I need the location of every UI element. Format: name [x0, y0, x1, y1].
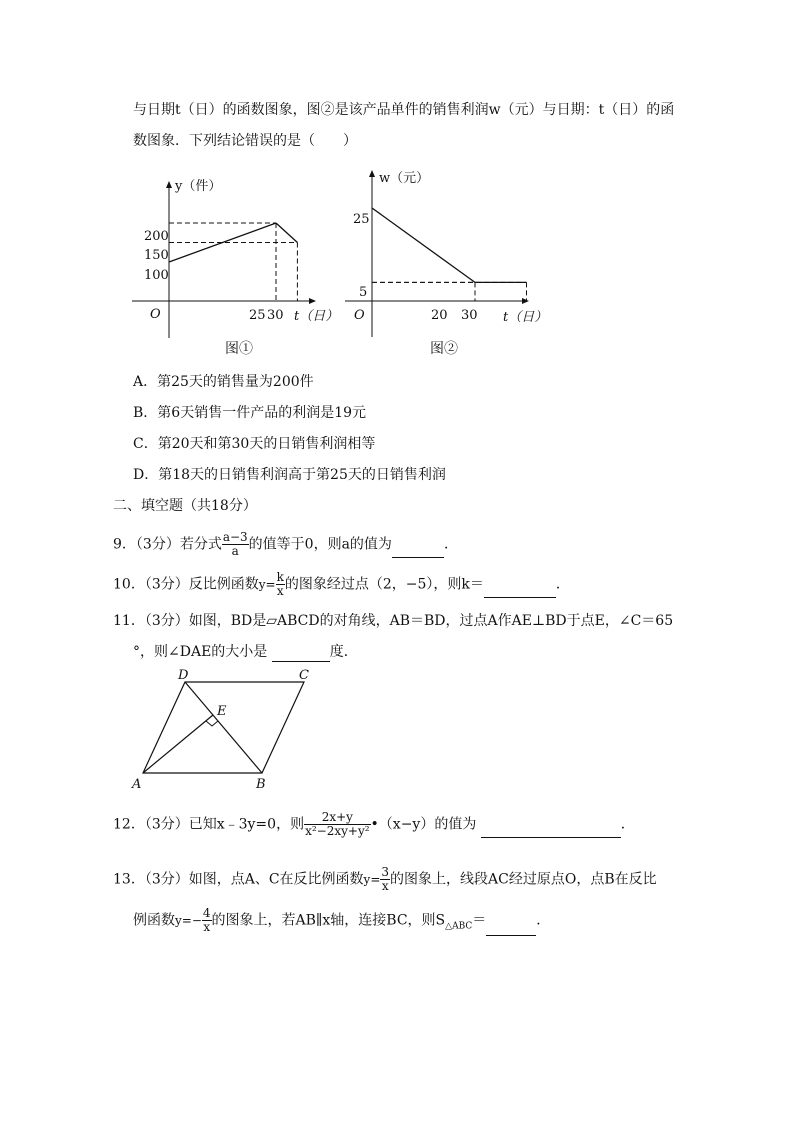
option-c: C．第20天和第30天的日销售利润相等 [133, 436, 376, 452]
fig1-origin: O [150, 307, 161, 322]
q13-mid: 的图象上，线段AC经过原点O，点B在反比 [390, 871, 657, 888]
fig1-ytick-200: 200 [144, 229, 169, 244]
fig2-origin: O [354, 308, 365, 323]
q9-answer-blank[interactable] [392, 543, 444, 558]
q13-answer-blank[interactable] [486, 921, 536, 936]
q11-line2b: 度． [329, 644, 358, 660]
q12-pre: 12．（3分）已知x﹣3y=0，则 [113, 816, 305, 833]
q11-answer-blank[interactable] [272, 647, 330, 662]
label-d: D [178, 668, 189, 683]
q13-num2: 4 [202, 906, 211, 920]
fig1-y-label: y（件） [175, 179, 222, 194]
q13-line2c: ＝ [472, 912, 487, 929]
question-11-line-1: 11．（3分）如图，BD是▱ABCD的对角线，AB＝BD，过点A作AE⊥BD于点E，∠C＝65 [113, 613, 674, 629]
fig2-xtick-30: 30 [461, 308, 478, 323]
q10-pre: 10．（3分）反比例函数 [113, 576, 259, 593]
question-10 [113, 571, 570, 598]
q13-den2: x [203, 920, 211, 934]
q9-den: a [231, 544, 239, 558]
q10-den: x [276, 584, 284, 598]
label-b: B [256, 777, 266, 792]
q9-num: a−3 [222, 530, 248, 544]
q10-end: ． [555, 576, 570, 593]
fig2-segment-0 [372, 208, 475, 282]
fig2-x-label: t（日） [503, 310, 548, 325]
label-e: E [217, 704, 227, 719]
fig1-ytick-150: 150 [144, 248, 169, 263]
fig1-xtick-25: 25 [249, 308, 266, 323]
question-11-line-2 [133, 642, 358, 662]
q9-post: 的值等于0，则a的值为 [248, 536, 392, 553]
q13-pre: 13．（3分）如图，点A、C在反比例函数 [113, 871, 364, 888]
q9-pre: 9．（3分）若分式 [113, 536, 222, 553]
q12-fraction [304, 811, 370, 838]
figure-2-chart [335, 165, 560, 355]
question-13-line-1 [113, 866, 657, 893]
label-a: A [132, 777, 142, 792]
fig2-ytick-25: 25 [353, 212, 370, 227]
q11-line2a: °，则∠DAE的大小是 [133, 644, 268, 660]
right-angle-mark [206, 721, 218, 726]
q12-post: •（x−y）的值为 [370, 816, 477, 833]
figure-2-caption: 图② [430, 341, 458, 357]
q11-parallelogram-figure [128, 664, 328, 794]
label-c: C [299, 668, 309, 683]
q9-end: ． [443, 536, 458, 553]
q13-line2b: 的图象上，若AB∥x轴，连接BC，则S [211, 912, 446, 929]
q10-y-eq: y= [258, 577, 276, 592]
q13-y-eq1: y= [363, 872, 381, 887]
fig1-x-label: t（日） [294, 309, 339, 324]
intro-line-2: 数图象．下列结论错误的是（ ） [133, 133, 357, 149]
q13-fraction-2 [202, 907, 212, 934]
q12-answer-blank[interactable] [481, 823, 621, 838]
q12-end: ． [620, 816, 635, 833]
q13-y-eq2: y=− [175, 913, 202, 928]
q9-fraction [222, 531, 249, 558]
fig2-xtick-20: 20 [431, 308, 448, 323]
fig2-y-label: w（元） [379, 171, 430, 186]
option-a: A．第25天的销售量为200件 [133, 374, 314, 390]
q13-end: ． [536, 912, 551, 929]
figure-1-chart [120, 168, 339, 358]
q10-num: k [276, 570, 284, 584]
q10-fraction [276, 571, 285, 598]
option-b: B．第6天销售一件产品的利润是19元 [133, 405, 367, 421]
fig2-ytick-5: 5 [359, 285, 368, 300]
q10-answer-blank[interactable] [484, 583, 556, 598]
q13-num1: 3 [381, 865, 390, 879]
figure-1-caption: 图① [225, 341, 253, 357]
q13-den1: x [381, 879, 389, 893]
fig1-ytick-100: 100 [144, 268, 169, 283]
section-title: 二、填空题（共18分） [113, 498, 257, 514]
intro-line-1: 与日期t（日）的函数图象，图②是该产品单件的销售利润w（元）与日期：t（日）的函 [133, 102, 675, 118]
q10-post: 的图象经过点（2，−5），则k＝ [284, 576, 484, 593]
q12-den: x²−2xy+y² [305, 824, 370, 838]
segment-ae [143, 715, 213, 773]
q13-subscript: △ABC [445, 921, 473, 932]
fig1-xtick-30: 30 [267, 308, 284, 323]
question-9 [113, 531, 458, 558]
q13-fraction-1 [380, 866, 390, 893]
diagonal-bd [185, 682, 262, 773]
fig1-segment-2 [276, 223, 297, 243]
question-13-line-2 [133, 907, 550, 936]
option-d: D．第18天的日销售利润高于第25天的日销售利润 [133, 467, 446, 483]
q13-line2a: 例函数 [133, 912, 175, 929]
question-12 [113, 811, 635, 838]
q12-num: 2x+y [304, 811, 370, 825]
